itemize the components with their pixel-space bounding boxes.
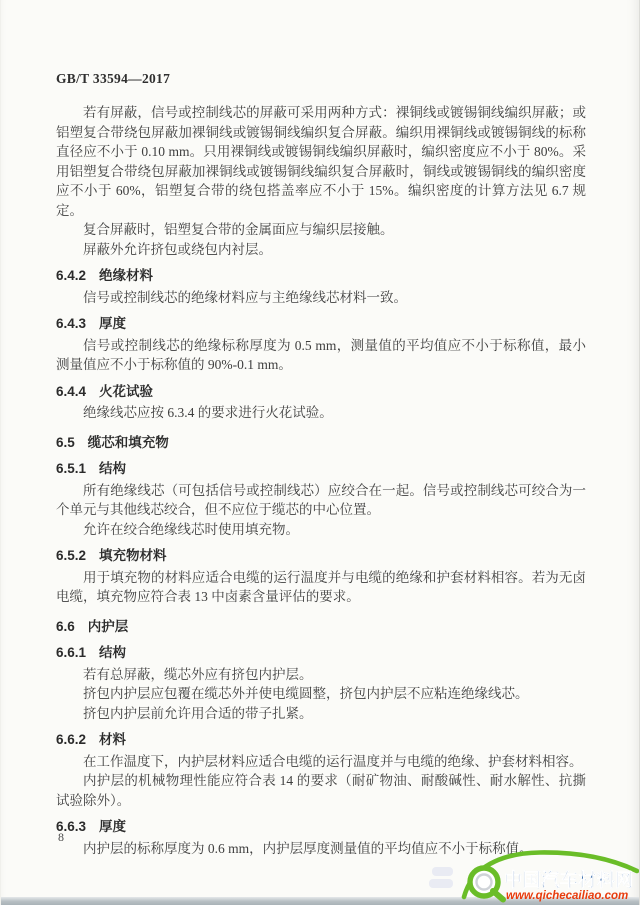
clause-number: 6.5.2 xyxy=(56,548,87,563)
paragraph: 允许在绞合绝缘线芯时使用填充物。 xyxy=(83,521,299,537)
clause-heading-6-5 xyxy=(56,433,586,453)
clause-title: 厚度 xyxy=(99,316,127,331)
paragraph: 屏蔽外允许挤包或绕包内衬层。 xyxy=(83,241,272,257)
paragraph: 信号或控制线芯的绝缘材料应与主绝缘线芯材料一致。 xyxy=(83,289,407,305)
q-mark-icon xyxy=(470,868,503,900)
standard-number: GB/T 33594—2017 xyxy=(56,71,171,86)
clause-number: 6.4.4 xyxy=(56,383,87,399)
faded-watermark-icon xyxy=(429,867,455,893)
clause-number: 6.6.2 xyxy=(56,732,87,747)
watermark-bar xyxy=(429,879,453,888)
paragraph: 挤包内护层应包覆在缆芯外并使电缆圆整，挤包内护层不应粘连绝缘线芯。 xyxy=(83,686,529,701)
watermark-bar xyxy=(432,867,453,876)
paragraph: 在工作温度下，内护层材料应适合电缆的运行温度并与电缆的绝缘、护套材料相容。 xyxy=(83,753,583,769)
clause-title: 火花试验 xyxy=(99,383,154,399)
clause-number: 6.5 xyxy=(56,434,75,450)
clause-number: 6.6.3 xyxy=(56,819,87,834)
clause-number: 6.4.3 xyxy=(56,316,87,331)
clause-title: 厚度 xyxy=(99,819,127,834)
clause-title: 材料 xyxy=(99,732,127,747)
clause-heading-6-4-4 xyxy=(56,382,586,402)
clause-number: 6.5.1 xyxy=(56,461,87,476)
clause-heading-6-4-3 xyxy=(56,314,586,334)
clause-number: 6.6.1 xyxy=(56,645,87,660)
clause-title: 结构 xyxy=(99,645,127,660)
clause-heading-6-5-2 xyxy=(56,546,586,566)
clause-heading-6-6-2 xyxy=(56,730,586,750)
clause-title: 内护层 xyxy=(87,618,129,634)
paragraph: 信号或控制线芯的绝缘标称厚度为 0.5 mm，测量值的平均值应不小于标称值，最小测量值应不小于标称值的 90%-0.1 mm。 xyxy=(56,337,586,372)
clause-heading-6-4-2 xyxy=(56,266,586,286)
site-name-text: 中国汽车材料网 xyxy=(504,869,634,891)
document-body xyxy=(56,103,586,858)
clause-title: 结构 xyxy=(99,461,127,476)
qichecailiao-logo xyxy=(457,846,639,903)
paragraph: 内护层的标称厚度为 0.6 mm，内护层厚度测量值的平均值应不小于标称值。 xyxy=(83,840,533,856)
paragraph: 复合屏蔽时，铝塑复合带的金属面应与编织层接触。 xyxy=(83,222,394,237)
clause-number: 6.6 xyxy=(56,618,75,634)
page-number: 8 xyxy=(58,830,64,844)
paragraph: 若有屏蔽，信号或控制线芯的屏蔽可采用两种方式：裸铜线或镀锡铜线编织屏蔽；或铝塑复合带绕包屏蔽加裸铜线或镀锡铜线编织复合屏蔽。编织用裸铜线或镀锡铜线的标称直径应不小于 0.10 mm。只用裸铜线或镀锡铜线编织屏蔽时，编织密度应不小于 80%。采用铝塑复合带绕包屏蔽加裸铜线或镀锡铜线编织复合屏蔽时，铜线或镀锡铜线的编织密度应不小于 60%，铝塑复合带的绕包搭盖率应不小于 15%。编织密度的计算方法见 6.7 规定。 xyxy=(56,105,586,218)
clause-title: 缆芯和填充物 xyxy=(87,434,169,450)
clause-title: 填充物材料 xyxy=(99,548,167,563)
paragraph: 所有绝缘线芯（可包括信号或控制线芯）应绞合在一起。信号或控制线芯可绞合为一个单元与其他线芯绞合，但不应位于缆芯的中心位置。 xyxy=(56,482,586,517)
paragraph: 绝缘线芯应按 6.3.4 的要求进行火花试验。 xyxy=(83,405,333,420)
clause-heading-6-6 xyxy=(56,617,586,637)
site-url-text: www.qichecailiao.com xyxy=(506,890,629,902)
paragraph: 内护层的机械物理性能应符合表 14 的要求（耐矿物油、耐酸碱性、耐水解性、抗撕试验除外）。 xyxy=(56,773,586,808)
clause-heading-6-6-1 xyxy=(56,643,586,663)
paragraph: 若有总屏蔽，缆芯外应有挤包内护层。 xyxy=(83,666,313,682)
clause-heading-6-5-1 xyxy=(56,459,586,479)
clause-heading-6-6-3 xyxy=(56,817,586,837)
paragraph: 用于填充物的材料应适合电缆的运行温度并与电缆的绝缘和护套材料相容。若为无卤电缆，填充物应符合表 13 中卤素含量评估的要求。 xyxy=(56,569,586,604)
clause-number: 6.4.2 xyxy=(56,268,87,283)
clause-title: 绝缘材料 xyxy=(99,268,154,283)
paragraph: 挤包内护层前允许用合适的带子扎紧。 xyxy=(83,705,313,721)
